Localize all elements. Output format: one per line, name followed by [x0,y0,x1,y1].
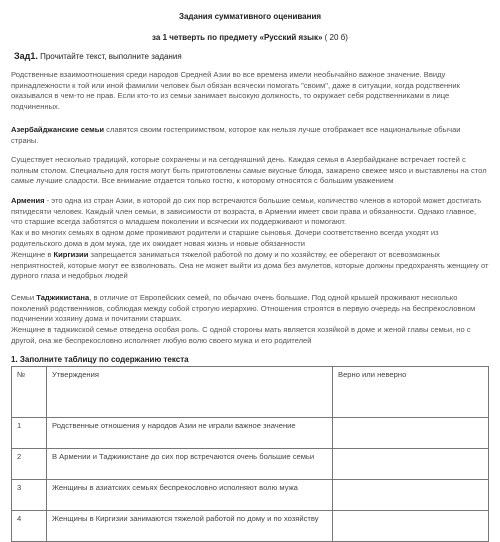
row-statement: Женщины в азиатских семьях беспрекословно исполняют волю мужа [47,480,333,511]
row-answer-cell[interactable] [333,480,489,511]
armenia-text: - это одна из стран Азии, в которой до сих пор встречаются большие семьи, количество членов в которой может достигать пятидесяти человек. Каждый член семьи, в зависимости от возраста, в Армении имеет свои права и обязанности. Однако главное, что старшие всегда заботятся о младшем поколении и всячески их поддерживают и помогают. [11,196,482,227]
kyrgyz-text-b: запрещается заниматься тяжелой работой по дому и по хозяйству, ее оберегают от всевозможных неприятностей, которые могут ее взволновать. Она не может выйти из дома без амулетов, которые должны предохранять женщину от дурного глаза и недобрых людей [11,250,489,281]
paragraph-kyrgyzstan [11,250,489,282]
column-header-true-false: Верно или неверно [333,367,489,418]
row-number: 3 [12,480,47,511]
kyrgyz-bold: Киргизии [53,250,89,259]
tajik-text-a: Семьи [11,293,37,302]
paragraph-tajik-women: Женщине в таджикской семье отведена особая роль. С одной стороны мать является хозяйкой в доме и женой главы семьи, но с другой, она же беспрекословно исполняет любую волю своего мужа и его родителей [11,325,471,345]
tajik-bold: Таджикистана [36,293,90,302]
task-instruction: Прочитайте текст, выполните задания [40,52,182,61]
page-subtitle [0,33,500,42]
paragraph-daughters: Как и во многих семьях в одном доме проживают родители и старшие сыновья. Дочери соответственно всегда уходят из родительского дома в дом мужа, где их ожидает новая жизнь и новые обязанности [11,228,439,248]
row-answer-cell[interactable] [333,511,489,542]
paragraph-azerbaijan [11,125,489,146]
column-header-number: № [12,367,47,418]
column-header-statement: Утверждения [47,367,333,418]
row-number: 4 [12,511,47,542]
page-title: Задания суммативного оценивания [178,12,322,21]
table-row [12,418,489,449]
row-answer-cell[interactable] [333,418,489,449]
row-answer-cell[interactable] [333,449,489,480]
points-label: ( 20 б) [324,33,348,42]
tajik-text-b: , в отличие от Европейских семей, по обычаю очень большие. Под одной крышей проживают несколько поколений родственников, соблюдая между собой строгую иерархию. Отношения строятся в первую очередь на беспрекословном подчинении хозяину дома и почитании старших. [11,293,476,324]
azerbaijan-text: славятся своим гостеприимством, которое как нельзя лучше отображает все национальные обычаи страны. [11,125,461,145]
row-number: 2 [12,449,47,480]
armenia-bold: Армения [11,196,45,205]
task-label: Зад1. [14,51,38,61]
subtitle-text: за 1 четверть по предмету «Русский язык» [152,33,323,42]
row-number: 1 [12,418,47,449]
kyrgyz-text-a: Женщине в [11,250,54,259]
table-heading: 1. Заполните таблицу по содержанию текста [11,355,189,364]
table-row [12,511,489,542]
row-statement: Родственные отношения у народов Азии не играли важное значение [47,418,333,449]
paragraph-traditions: Существует несколько традиций, которые сохранены и на сегодняшний день. Каждая семья в Азербайджане встречает гостей с полным столом. Специально для гостя могут быть приготовлены самые вкусные блюда, зажарено свежее мясо и выставлены на стол самые лучшие сладости. Все внимание отдается только гостю, к которому относятся с большим уважением [11,155,487,186]
table-row [12,449,489,480]
task-heading [14,51,182,61]
paragraph-intro: Родственные взаимоотношения среди народов Средней Азии во все времена имели необычайно важное значение. Ввиду принадлежности к той или иной фамилии человек был обязан всячески помогать "своим", даже в ситуации, когда родственник оказывался в чем-то не прав. Если кто-то из семьи занимает высокую должность, то окружает себя родственниками в лице подчиненных. [11,70,460,111]
table-row [12,480,489,511]
table-header-row [12,367,489,418]
statements-table [11,366,489,542]
row-statement: В Армении и Таджикистане до сих пор встречаются очень большие семьи [47,449,333,480]
paragraph-tajikistan [11,293,489,325]
paragraph-armenia [11,196,489,228]
row-statement: Женщины в Киргизии занимаются тяжелой работой по дому и по хозяйству [47,511,333,542]
azerbaijan-bold: Азербайджанские семьи [11,125,105,134]
